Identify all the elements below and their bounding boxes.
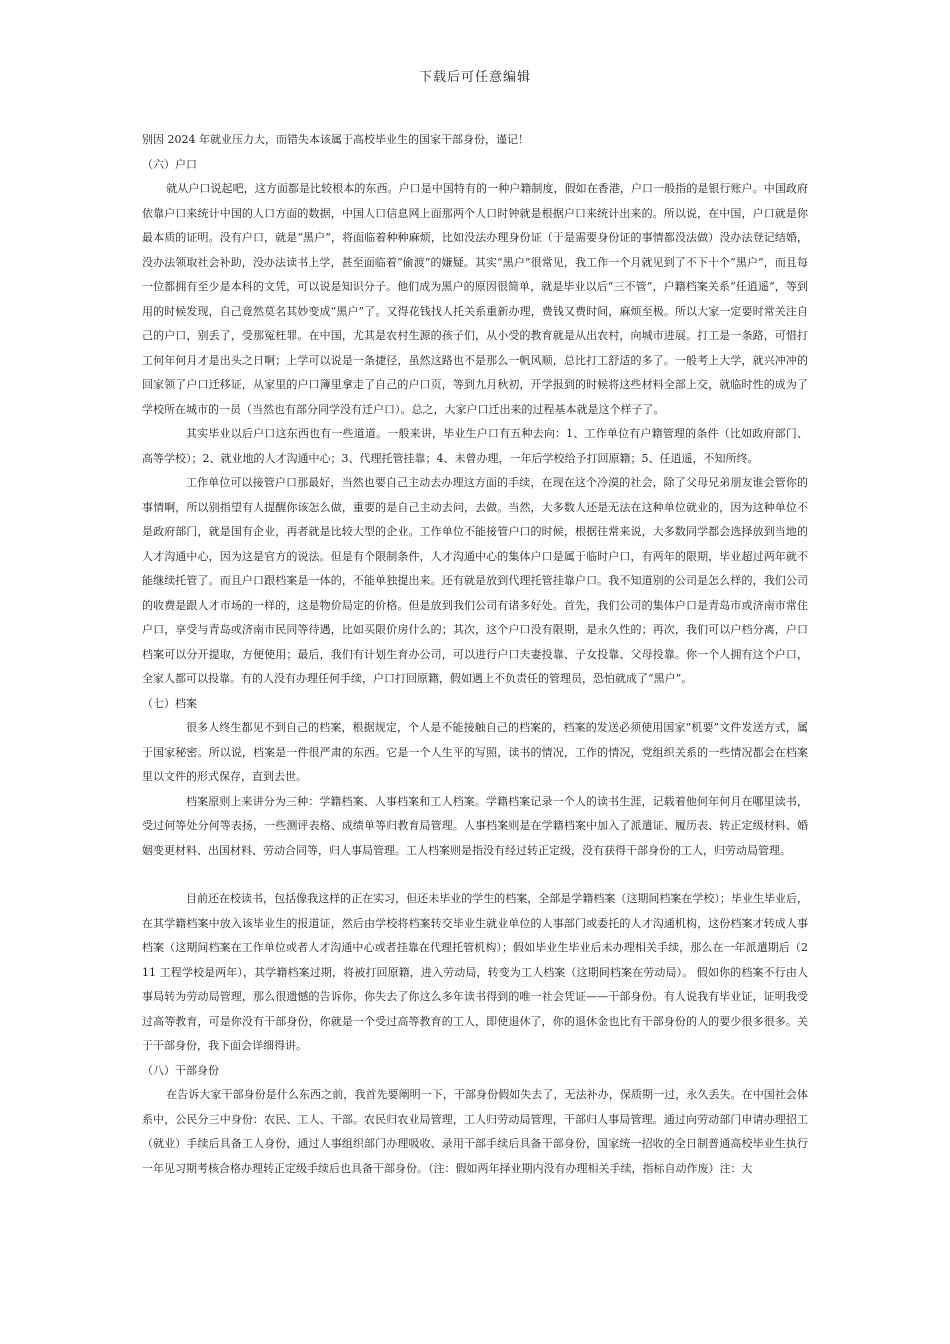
page-header: 下载后可任意编辑 — [418, 70, 531, 85]
paragraph: 目前还在校读书，包括像我这样的正在实习，但还未毕业的学生的档案，全部是学籍档案（这期间档案在学校）；毕业生毕业后，在其学籍档案中放入该毕业生的报道证，然后由学校将档案转交毕业生就业单位的人事部门或委托的人才沟通机构，这份档案才转成人事档案（这期间档案在工作单位或者人才沟通中心或者挂靠在代理托管机构）；假如毕业生毕业后未办理相关手续，那么在一年派遣期后（211 工程学校是两年），其学籍档案过期，将被打回原籍，进入劳动局，转变为工人档案（这期间档案在劳动局）。 假如你的档案不行由人事局转为劳动局管理，那么很遗憾的告诉你，你失去了你这么多年读书得到的唯一社会凭证——干部身份。有人说我有毕业证，证明我受过高等教育，可是你没有干部身份，你就是一个受过高等教育的工人，即使退休了，你的退休金也比有干部身份的人的要少很多很多。关于干部身份，我下面会详细得讲。 — [142, 892, 808, 1052]
section-heading: （八）干部身份 — [142, 1063, 219, 1077]
section-heading: （七）档案 — [142, 696, 197, 710]
paragraph: 工作单位可以接管户口那最好，当然也要自己主动去办理这方面的手续，在现在这个冷漠的社会，除了父母兄弟朋友谁会管你的事情啊，所以别指望有人提醒你该怎么做，重要的是自己主动去问，去做。当然，大多数人还是无法在这种单位就业的，因为这种单位不是政府部门，就是国有企业，再者就是比较大型的企业。工作单位不能接管户口的时候，根据往常来说，大多数同学都会选择放到当地的人才沟通中心，因为这是官方的说法。但是有个限制条件，人才沟通中心的集体户口是属于临时户口，有两年的限期，毕业超过两年就不能继续托管了。而且户口跟档案是一体的，不能单独提出来。还有就是放到代理托管挂靠户口。我不知道别的公司是怎么样的，我们公司的收费是跟人才市场的一样的，这是物价局定的价格。但是放到我们公司有诸多好处。首先，我们公司的集体户口是青岛市或济南市常住户口，享受与青岛或济南市民同等待遇，比如买限价房什么的；其次，这个户口没有限期，是永久性的；再次，我们可以户档分离，户口档案可以分开提取，方便使用；最后，我们有计划生育办公司，可以进行户口夫妻投靠、子女投靠、父母投靠。你一个人拥有这个户口，全家人都可以投靠。有的人没有办理任何手续，户口打回原籍，假如遇上不负责任的管理员，恐怕就成了“黑户”。 — [142, 476, 808, 685]
paragraph: 其实毕业以后户口这东西也有一些道道。一般来讲，毕业生户口有五种去向：1、工作单位有户籍管理的条件（比如政府部门、高等学校）；2、就业地的人才沟通中心；3、代理托管挂靠；4、未曾办理，一年后学校给予打回原籍；5、任逍遥，不知所终。 — [142, 427, 808, 465]
paragraph: 在告诉大家干部身份是什么东西之前，我首先要阐明一下，干部身份假如失去了，无法补办，保质期一过，永久丢失。在中国社会体系中，公民分三中身份：农民、工人、干部。农民归农业局管理，工人归劳动局管理，干部归人事局管理。通过向劳动部门申请办理招工（就业）手续后具备工人身份，通过人事组织部门办理吸收、录用干部手续后具备干部身份，国家统一招收的全日制普通高校毕业生执行一年见习期考核合格办理转正定级手续后也具备干部身份。（注：假如两年择业期内没有办理相关手续，指标自动作废）注：大 — [142, 1088, 808, 1175]
document-body — [142, 128, 808, 1181]
paragraph: 就从户口说起吧，这方面都是比较根本的东西。户口是中国特有的一种户籍制度，假如在香港，户口一般指的是银行账户。中国政府依靠户口来统计中国的人口方面的数据，中国人口信息网上面那两个人口时钟就是根据户口来统计出来的。所以说，在中国，户口就是你最本质的证明。没有户口，就是“黑户”，将面临着种种麻烦，比如没法办理身份证（于是需要身份证的事情都没法做）没办法登记结婚，没办法领取社会补助，没办法读书上学，甚至面临着“偷渡”的嫌疑。其实“黑户”很常见，我工作一个月就见到了不下十个“黑户”，而且每一位都拥有至少是本科的文凭，可以说是知识分子。他们成为黑户的原因很简单，就是毕业以后“三不管”，户籍档案关系“任逍遥”，等到用的时候发现，自己竟然莫名其妙变成“黑户”了。又得花钱找人托关系重新办理，费钱又费时间，麻烦至极。所以大家一定要时常关注自己的户口，别丢了，受那冤枉罪。在中国，尤其是农村生源的孩子们，从小受的教育就是从出农村，向城市进展。打工是一条路，可惜打工何年何月才是出头之日啊；上学可以说是一条捷径，虽然这路也不是那么一帆风顺，总比打工舒适的多了。一般考上大学，就兴冲冲的回家领了户口迁移证，从家里的户口簿里拿走了自己的户口页，等到九月秋初，开学报到的时候将这些材料全部上交，就临时性的成为了学校所在城市的一员（当然也有部分同学没有迁户口）。总之，大家户口迁出来的过程基本就是这个样子了。 — [142, 182, 808, 416]
paragraph-gap — [142, 863, 808, 887]
paragraph: 档案原则上来讲分为三种：学籍档案、人事档案和工人档案。学籍档案记录一个人的读书生涯，记载着他何年何月在哪里读书，受过何等处分何等表扬，一些测评表格、成绩单等归教育局管理。人事档案则是在学籍档案中加入了派遣证、履历表、转正定级材料、婚姻变更材料、出国材料、劳动合同等，归人事局管理。工人档案则是指没有经过转正定级，没有获得干部身份的工人，归劳动局管理。 — [142, 794, 808, 857]
section-heading: （六）户口 — [142, 157, 197, 171]
paragraph: 很多人终生都见不到自己的档案，根据规定，个人是不能接触自己的档案的，档案的发送必须使用国家“机要”文件发送方式，属于国家秘密。所以说，档案是一件很严肃的东西。它是一个人生平的写照，读书的情况，工作的情况，党组织关系的一些情况都会在档案里以文件的形式保存，直到去世。 — [142, 721, 808, 783]
paragraph: 别因 2024 年就业压力大，而错失本该属于高校毕业生的国家干部身份，谨记！ — [142, 133, 529, 146]
